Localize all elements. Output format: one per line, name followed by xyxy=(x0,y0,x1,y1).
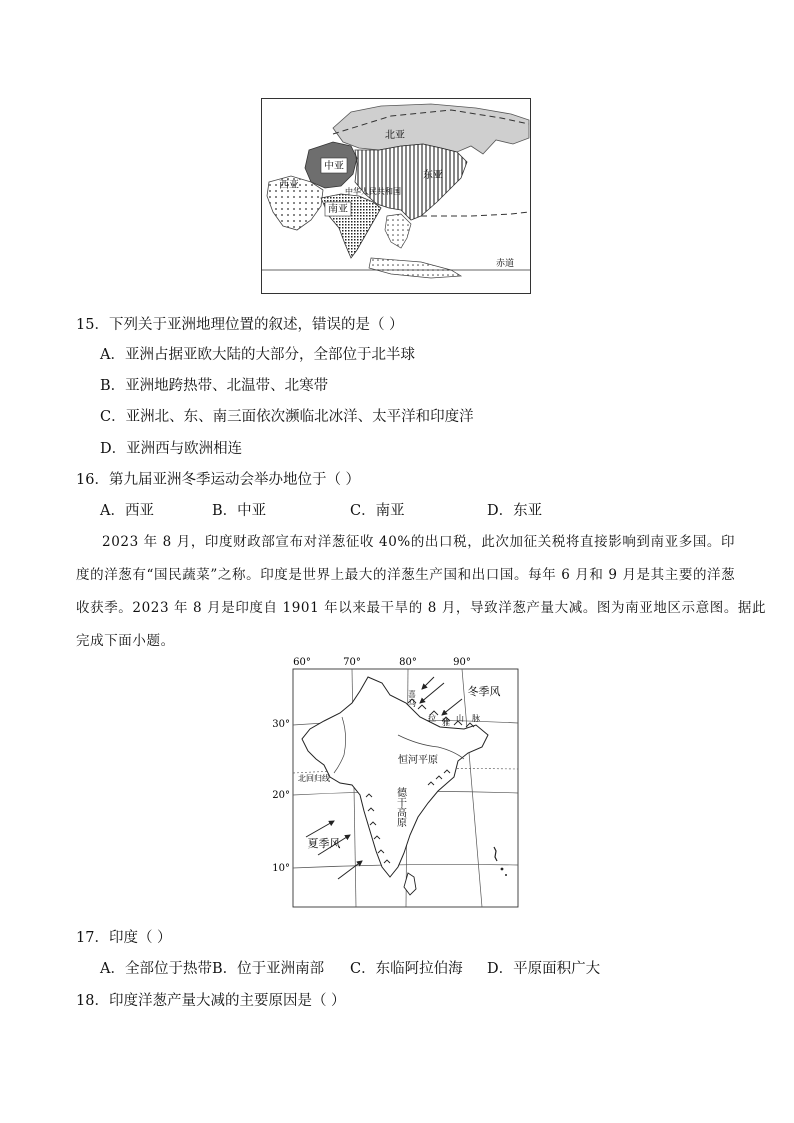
lon-label-90: 90° xyxy=(453,657,471,668)
passage-line-1: 2023 年 8 月，印度财政部宣布对洋葱征收 40%的出口税，此次加征关税将直接影响到南亚多国。印 xyxy=(102,534,736,550)
label-china: 中华人民共和国 xyxy=(345,187,401,196)
lon-label-80: 80° xyxy=(399,657,417,668)
question-15-option-b: B．亚洲地跨热带、北温带、北寒带 xyxy=(100,378,329,394)
question-17-stem: 17．印度（ ） xyxy=(76,930,172,946)
asia-regions-map xyxy=(261,98,531,294)
question-17-option-c: C．东临阿拉伯海 xyxy=(350,961,463,977)
question-17-options xyxy=(0,957,794,977)
lon-label-60: 60° xyxy=(293,657,311,668)
label-south-asia: 南亚 xyxy=(328,204,348,215)
question-17-option-b: B．位于亚洲南部 xyxy=(212,961,325,977)
question-17-option-d: D．平原面积广大 xyxy=(487,961,601,977)
lon-label-70: 70° xyxy=(343,657,361,668)
question-16-option-d: D．东亚 xyxy=(487,503,543,519)
label-deccan-text: 德干高原 xyxy=(394,787,406,827)
himalaya-char-2: 马 xyxy=(408,699,416,708)
label-summer-monsoon: 夏季风 xyxy=(307,837,341,850)
label-winter-monsoon: 冬季风 xyxy=(467,685,501,698)
himalaya-char-1: 喜 xyxy=(408,690,416,699)
label-deccan xyxy=(395,786,407,827)
question-16-stem: 16．第九届亚洲冬季运动会举办地位于（ ） xyxy=(76,472,361,488)
lat-label-10: 10° xyxy=(272,863,290,874)
himalaya-char-3: 拉 xyxy=(428,714,436,723)
lat-label-20: 20° xyxy=(272,790,290,801)
passage-line-3: 收获季。2023 年 8 月是印度自 1901 年以来最干旱的 8 月，导致洋葱产量大减。图为南亚地区示意图。据此 xyxy=(76,600,767,616)
label-central-asia: 中亚 xyxy=(324,161,344,172)
question-18-stem: 18．印度洋葱产量大减的主要原因是（ ） xyxy=(76,993,346,1009)
himalaya-char-4: 雅 xyxy=(442,718,450,727)
question-15-option-a: A．亚洲占据亚欧大陆的大部分，全部位于北半球 xyxy=(100,347,415,363)
lat-label-30: 30° xyxy=(272,719,290,730)
himalaya-char-5: 山 xyxy=(456,714,464,723)
question-16-option-b: B．中亚 xyxy=(212,503,267,519)
passage-line-2: 度的洋葱有“国民蔬菜”之称。印度是世界上最大的洋葱生产国和出口国。每年 6 月和 9 月是其主要的洋葱 xyxy=(76,567,736,583)
label-east-asia: 东亚 xyxy=(423,170,443,181)
south-asia-map xyxy=(258,655,528,909)
question-16-option-a: A．西亚 xyxy=(100,503,154,519)
question-16-option-c: C．南亚 xyxy=(350,503,405,519)
question-16-options xyxy=(0,499,794,519)
label-tropic: 北回归线 xyxy=(298,774,330,783)
passage-line-4: 完成下面小题。 xyxy=(76,633,175,649)
question-15-option-d: D．亚洲西与欧洲相连 xyxy=(100,441,243,457)
question-15-stem: 15．下列关于亚洲地理位置的叙述，错误的是（ ） xyxy=(76,317,404,333)
label-west-asia: 西亚 xyxy=(279,180,299,191)
label-north-asia: 北亚 xyxy=(385,130,405,141)
himalaya-char-6: 脉 xyxy=(472,714,480,723)
question-15-option-c: C．亚洲北、东、南三面依次濒临北冰洋、太平洋和印度洋 xyxy=(100,409,474,425)
label-equator: 赤道 xyxy=(495,259,515,269)
question-17-option-a: A．全部位于热带 xyxy=(100,961,212,977)
label-ganges-plain: 恒河平原 xyxy=(398,755,438,766)
